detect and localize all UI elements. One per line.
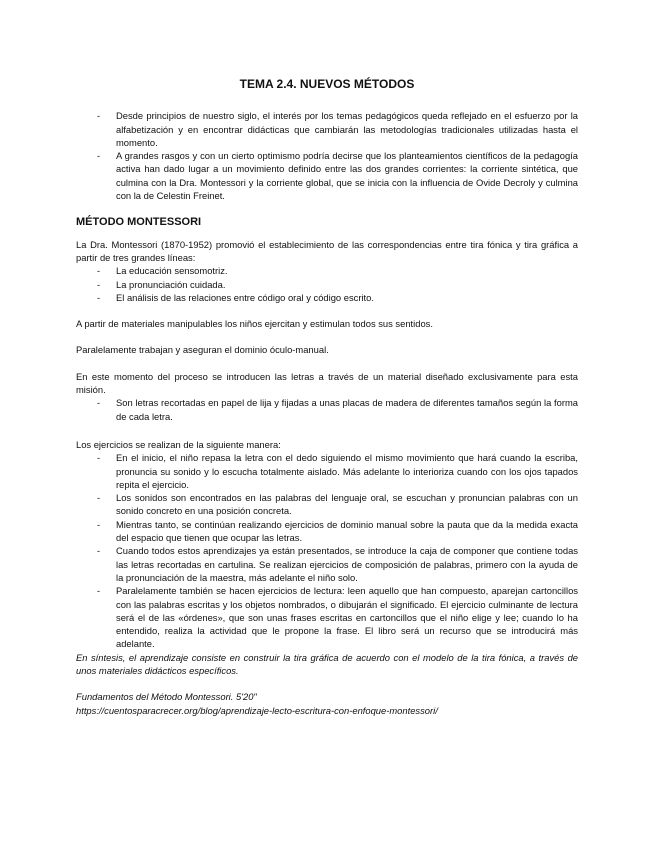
list-item: - Cuando todos estos aprendizajes ya están presentados, se introduce la caja de componer que contiene todas las letras recortadas en cartulina. Se realizan ejercicios de composición de palabras, primero con la ayuda de la pronunciación de la maestra, más adelante el niño solo.: [76, 544, 578, 584]
reference-title: Fundamentos del Método Montessori. 5'20": [76, 691, 257, 703]
paragraph-oculo-manual: Paralelamente trabajan y aseguran el dominio óculo-manual.: [76, 344, 329, 356]
reference-link[interactable]: https://cuentosparacrecer.org/blog/aprendizaje-lecto-escritura-con-enfoque-montessori/: [76, 704, 438, 716]
list-item: - Son letras recortadas en papel de lija y fijadas a unas placas de madera de diferentes tamaños según la forma de cada letra.: [76, 396, 578, 423]
list-item: - La pronunciación cuidada.: [76, 278, 578, 291]
list-item: - Paralelamente también se hacen ejercicios de lectura: leen aquello que han compuesto, aparejan cartoncillos con las palabras escritas y los objetos nombrados, o dibujarán el significado. El ejercicio culminante de lectura será el de las «órdenes», que son unas frases escritas en cartoncillos que el niño elige y lee; cuando lo ha entendido, realiza la actividad que le propone la frase. El libro será un recurso que se introducirá más adelante.: [76, 584, 578, 650]
document-page: [76, 78, 578, 717]
list-item: - Desde principios de nuestro siglo, el interés por los temas pedagógicos queda reflejado en el esfuerzo por la alfabetización y en encontrar didácticas que cambiarán las metodologías tradicionales utilizadas hasta el momento.: [76, 109, 578, 149]
paragraph-exercises: Los ejercicios se realizan de la siguiente manera:: [76, 438, 281, 450]
paragraph-letters: En este momento del proceso se introducen las letras a través de un material diseñado exclusivamente para esta misión.: [76, 370, 578, 396]
list-item: - A grandes rasgos y con un cierto optimismo podría decirse que los planteamientos científicos de la pedagogía activa han dado lugar a un movimiento definido entre las dos grandes corrientes: la corriente sintética, que culmina con la Dra. Montessori y la corriente global, que se inicia con la influencia de Ovide Decroly y culmina con la de Celestin Freinet.: [76, 149, 578, 202]
list-item: - La educación sensomotriz.: [76, 264, 578, 277]
paragraph-materials: A partir de materiales manipulables los niños ejercitan y estimulan todos sus sentidos.: [76, 318, 433, 330]
exercises-list: [76, 451, 578, 650]
paragraph-montessori-intro: La Dra. Montessori (1870-1952) promovió el establecimiento de las correspondencias entre tira fónica y tira gráfica a partir de tres grandes líneas:: [76, 238, 578, 263]
list-item: - Mientras tanto, se continúan realizando ejercicios de dominio manual sobre la pauta que da la medida exacta del espacio que tienen que ocupar las letras.: [76, 518, 578, 545]
intro-list: [76, 109, 578, 202]
list-item: - El análisis de las relaciones entre código oral y código escrito.: [76, 291, 578, 304]
list-item: - En el inicio, el niño repasa la letra con el dedo siguiendo el mismo movimiento que hará cuando la escriba, pronuncia su sonido y lo escucha totalmente aislado. Más adelante lo interioriza cuando con los ojos tapados repita el ejercicio.: [76, 451, 578, 491]
page-title: TEMA 2.4. NUEVOS MÉTODOS: [239, 77, 415, 91]
list-item: - Los sonidos son encontrados en las palabras del lenguaje oral, se escuchan y pronuncian palabras con un sonido concreto en una posición concreta.: [76, 491, 578, 518]
lines-list: [76, 264, 578, 304]
letters-list: [76, 396, 578, 423]
section-heading: MÉTODO MONTESSORI: [76, 216, 202, 229]
summary-text: En síntesis, el aprendizaje consiste en construir la tira gráfica de acuerdo con el modelo de la tira fónica, a través de unos materiales didácticos específicos.: [76, 651, 578, 676]
